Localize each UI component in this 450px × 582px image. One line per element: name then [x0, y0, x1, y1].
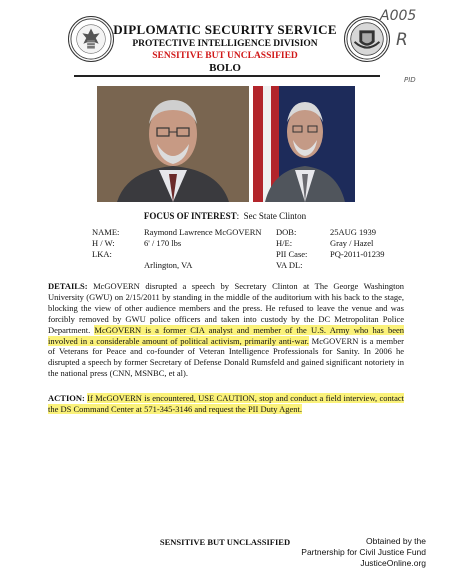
- header-divider: [74, 75, 380, 77]
- agency-title: DIPLOMATIC SECURITY SERVICE: [113, 22, 337, 37]
- classification-header: SENSITIVE BUT UNCLASSIFIED: [152, 51, 298, 61]
- action-text: If McGOVERN is encountered, USE CAUTION, stop and conduct a field interview, contact the DS Command Center at 571-345-3146 and request the PII Duty Agent.: [48, 393, 405, 414]
- division-title: PROTECTIVE INTELLIGENCE DIVISION: [132, 39, 318, 49]
- classification-footer: SENSITIVE BUT UNCLASSIFIED: [159, 537, 291, 547]
- focus-value: Sec State Clinton: [243, 211, 307, 221]
- obtained-line-3: JusticeOnline.org: [360, 558, 426, 568]
- details-text-1: McGOVERN disrupted a speech by Secretary Clinton at The George Washington University (GWU) on 2/15/2011 by standing in the middle of the auditorium with his back to the stage, blocking the view of other audience members and the press. He refused to leave the venue and was forcibly removed by GWU police officers and taken into custody by the DC Metropolitan Police Department.: [48, 281, 404, 335]
- va-dl-label: VA DL:: [276, 260, 303, 270]
- obtained-line-1: Obtained by the: [365, 536, 426, 546]
- doc-type-title: BOLO: [209, 62, 241, 74]
- focus-of-interest: FOCUS OF INTEREST: Sec State Clinton: [143, 211, 307, 221]
- focus-label: FOCUS OF INTEREST: [143, 211, 237, 221]
- subject-height-weight: 6' / 170 lbs: [144, 238, 182, 248]
- dob-label: DOB:: [276, 227, 297, 237]
- subject-pii-case: PQ-2011-01239: [330, 249, 385, 259]
- subject-name: Raymond Lawrence McGOVERN: [144, 227, 262, 237]
- details-text-2: McGOVERN is a member of Veterans for Peace and co-founder of Veteran Intelligence Professionals for Sanity. In 2006 he disrupted a speech by former Secretary of Defense Donald Rumsfeld and gained significant notoriety in the national press (CNN, MSNBC, et al).: [48, 335, 404, 379]
- obtained-line-2: Partnership for Civil Justice Fund: [301, 547, 426, 557]
- handwritten-doc-number: A005: [380, 8, 417, 24]
- subject-hair-eyes: Gray / Hazel: [330, 238, 374, 248]
- subject-photo-left: [97, 86, 249, 202]
- details-label: DETAILS:: [48, 281, 88, 291]
- pii-case-label: PII Case:: [276, 249, 308, 259]
- hw-label: H / W:: [92, 238, 115, 248]
- handwritten-mark: R: [396, 30, 408, 50]
- details-paragraph: [48, 281, 404, 379]
- details-highlight: McGOVERN is a former CIA analyst and member of the U.S. Army who has been involved in a considerable amount of political activism, primarily anti-war.: [48, 324, 404, 346]
- he-label: H/E:: [276, 238, 293, 248]
- action-label: ACTION:: [48, 393, 85, 403]
- action-paragraph: [48, 393, 404, 415]
- handwritten-initials: PID: [404, 76, 416, 84]
- subject-photo-right: [253, 86, 355, 202]
- lka-label: LKA:: [92, 249, 112, 259]
- subject-lka: Arlington, VA: [144, 260, 193, 270]
- name-label: NAME:: [92, 227, 120, 237]
- subject-dob: 25AUG 1939: [330, 227, 377, 237]
